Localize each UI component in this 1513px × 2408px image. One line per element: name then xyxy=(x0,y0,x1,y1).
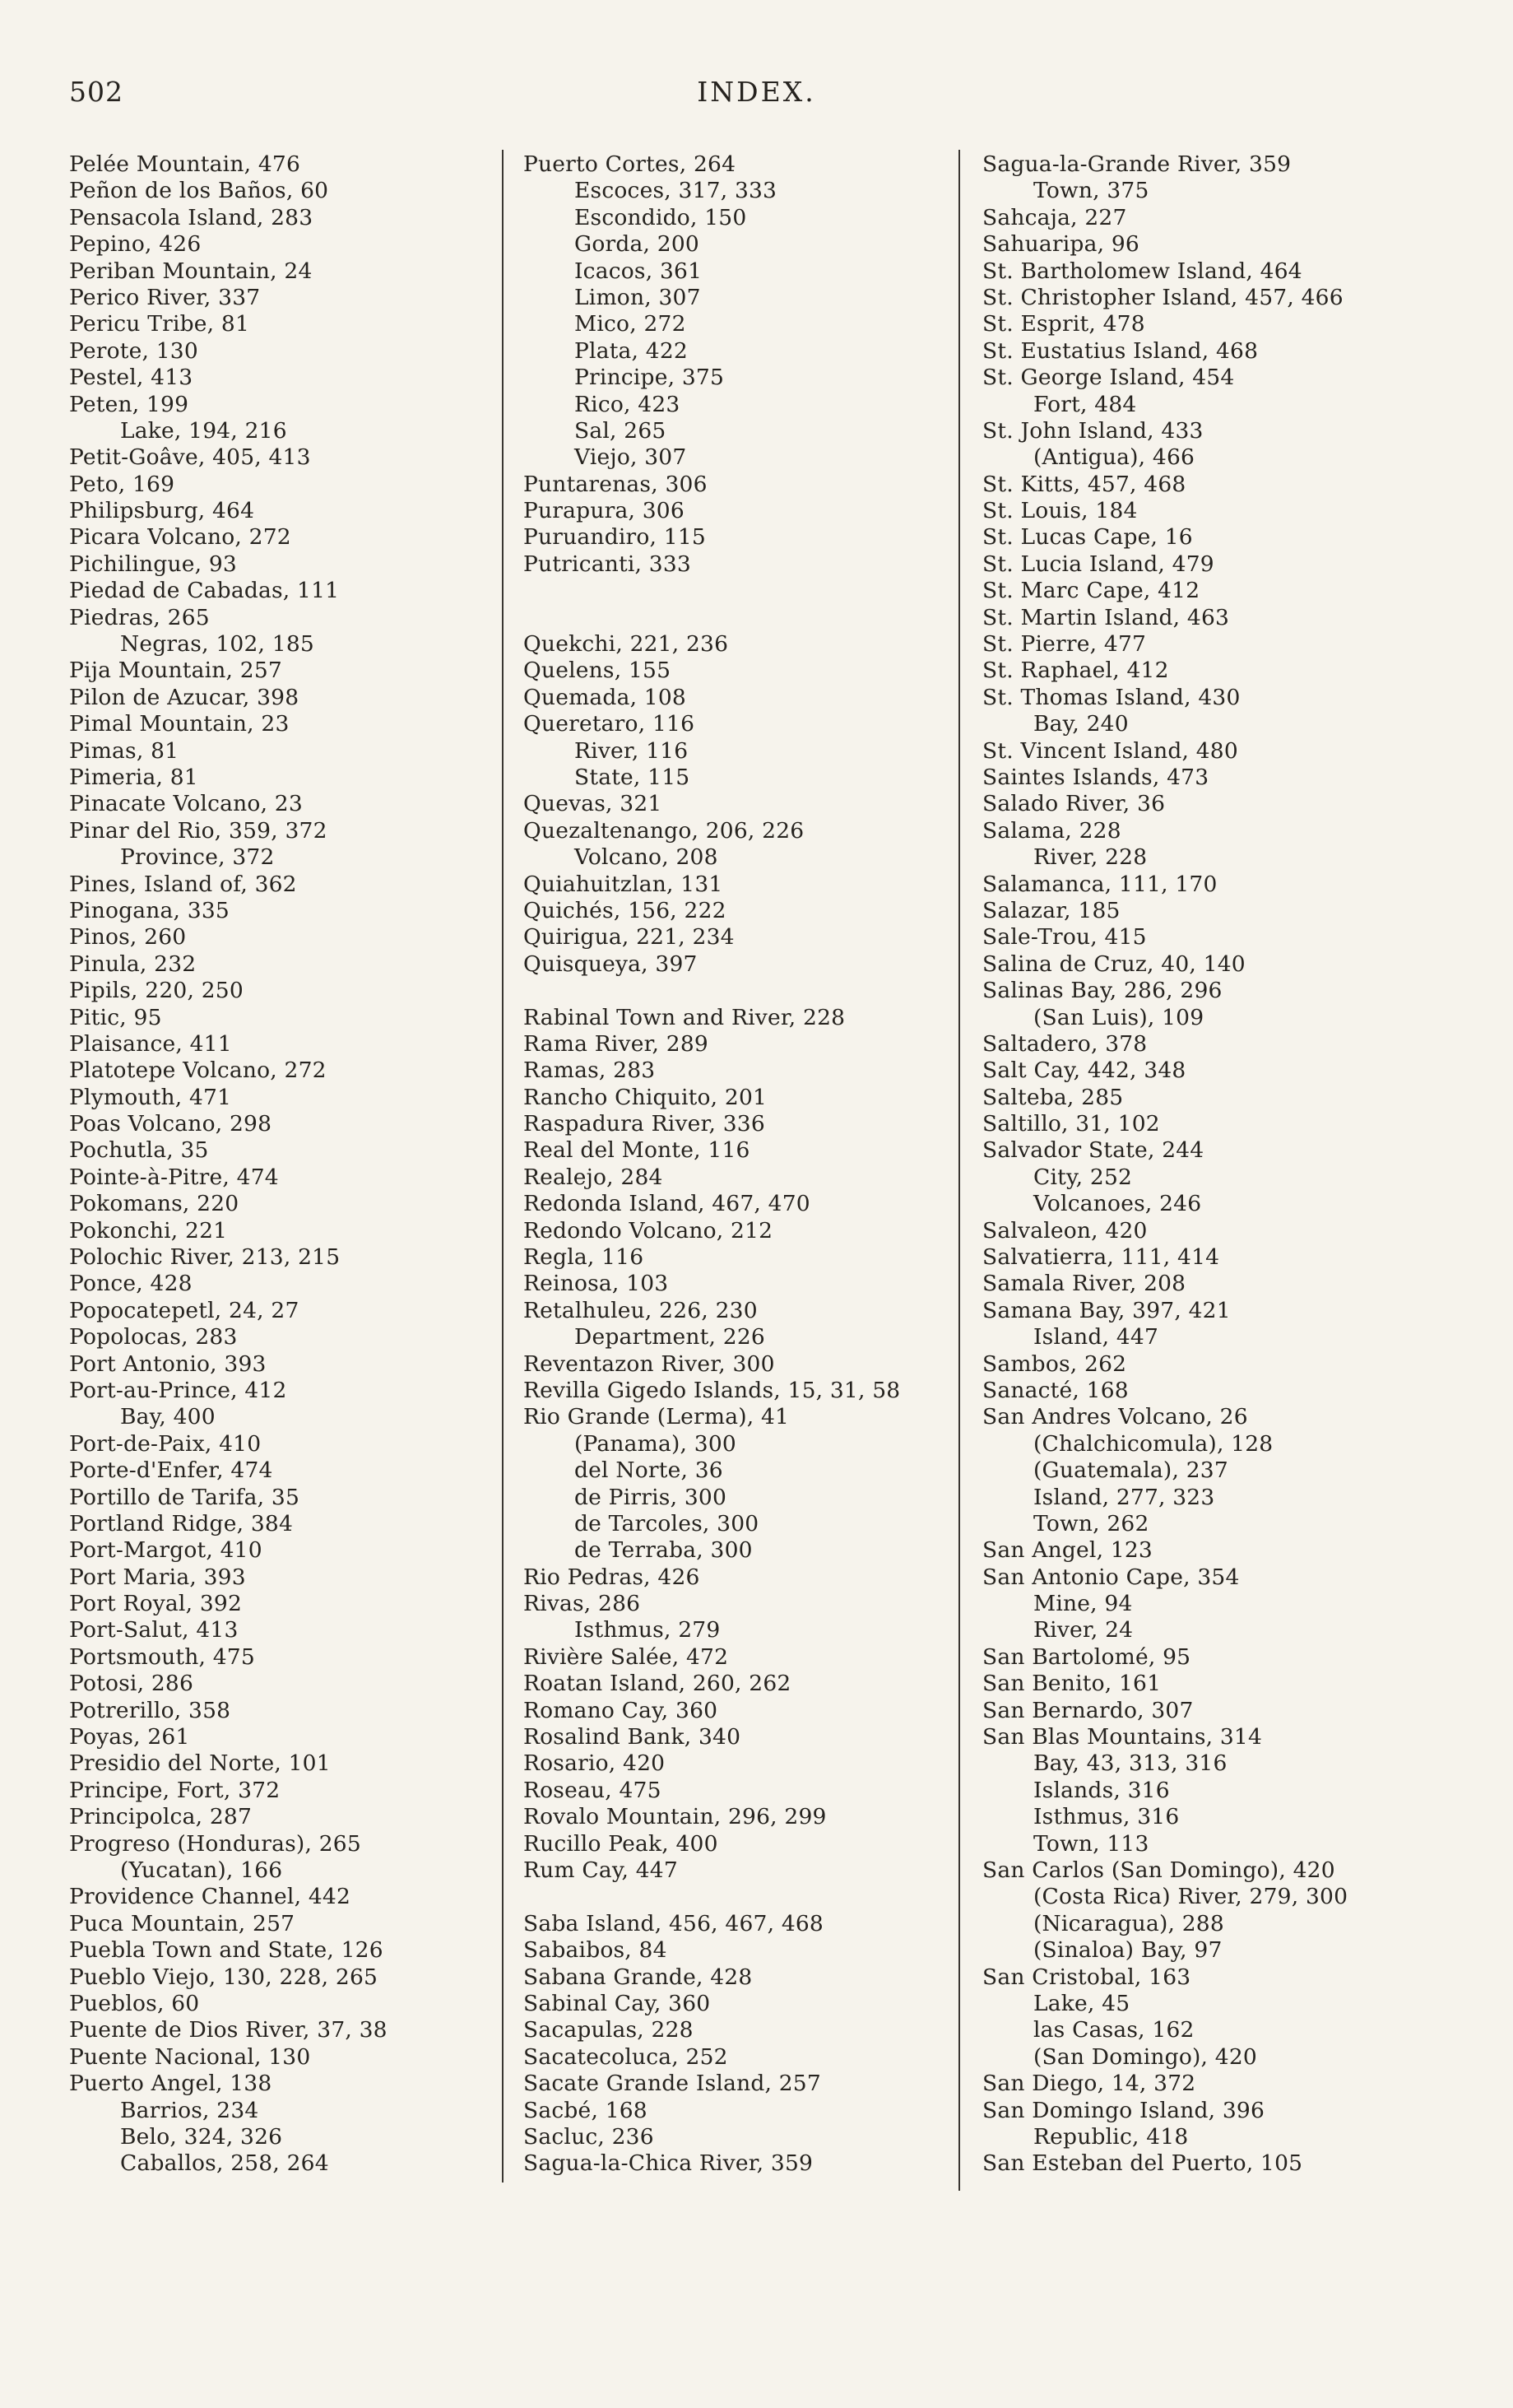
index-entry: Portsmouth, 475 xyxy=(69,1643,255,1670)
index-entry: Ramas, 283 xyxy=(523,1058,656,1084)
index-entry: Saltillo, 31, 102 xyxy=(982,1111,1160,1137)
index-entry: Pueblo Viejo, 130, 228, 265 xyxy=(69,1964,378,1990)
index-entry: Puca Mountain, 257 xyxy=(69,1910,295,1936)
index-entry: Pointe-à-Pitre, 474 xyxy=(69,1164,279,1190)
index-entry: Providence Channel, 442 xyxy=(69,1884,351,1910)
index-subentry: del Norte, 36 xyxy=(574,1457,723,1484)
index-subentry: Volcanoes, 246 xyxy=(1033,1191,1202,1217)
page-number: 502 xyxy=(69,76,123,108)
index-entry: Rama River, 289 xyxy=(523,1030,708,1057)
index-entry: Roatan Island, 260, 262 xyxy=(523,1671,791,1697)
index-entry: Rio Grande (Lerma), 41 xyxy=(523,1404,790,1430)
index-entry: Poyas, 261 xyxy=(69,1724,190,1750)
section-gap xyxy=(523,1884,943,1910)
index-subentry: (Antigua), 466 xyxy=(1033,444,1195,471)
index-entry: Salteba, 285 xyxy=(982,1084,1124,1110)
index-entry: Sahcaja, 227 xyxy=(982,204,1127,230)
index-entry: Salazar, 185 xyxy=(982,897,1121,923)
index-entry: Pelée Mountain, 476 xyxy=(69,151,301,177)
index-entry: San Esteban del Puerto, 105 xyxy=(982,2150,1303,2177)
index-subentry: (San Luis), 109 xyxy=(1033,1004,1204,1030)
index-entry: St. Kitts, 457, 468 xyxy=(982,471,1186,497)
index-entry: Pimeria, 81 xyxy=(69,764,198,790)
index-entry: Salinas Bay, 286, 296 xyxy=(982,978,1223,1004)
index-entry: Pinar del Rio, 359, 372 xyxy=(69,817,327,844)
index-subentry: River, 116 xyxy=(574,737,689,764)
index-subentry: Escoces, 317, 333 xyxy=(574,178,777,204)
index-subentry: Sal, 265 xyxy=(574,417,666,444)
index-subentry: Barrios, 234 xyxy=(120,2097,259,2123)
index-subentry: Town, 262 xyxy=(1033,1510,1149,1536)
index-entry: Puerto Cortes, 264 xyxy=(523,151,736,177)
index-entry: Quiahuitzlan, 131 xyxy=(523,871,723,897)
index-entry: Ponce, 428 xyxy=(69,1271,193,1297)
index-entry: Pepino, 426 xyxy=(69,231,202,258)
index-entry: Salt Cay, 442, 348 xyxy=(982,1058,1186,1084)
index-column-1 xyxy=(69,151,497,2178)
index-subentry: River, 24 xyxy=(1033,1617,1134,1643)
index-entry: Portland Ridge, 384 xyxy=(69,1510,294,1536)
index-entry: San Antonio Cape, 354 xyxy=(982,1564,1240,1590)
index-entry: Sacatecoluca, 252 xyxy=(523,2043,728,2070)
index-subentry: Caballos, 258, 264 xyxy=(120,2150,329,2177)
index-entry: Queretaro, 116 xyxy=(523,711,695,737)
index-entry: Sacapulas, 228 xyxy=(523,2017,694,2043)
index-subentry: Isthmus, 279 xyxy=(574,1617,721,1643)
index-entry: Pimal Mountain, 23 xyxy=(69,711,290,737)
index-entry: Roseau, 475 xyxy=(523,1777,661,1803)
index-entry: Sacate Grande Island, 257 xyxy=(523,2071,821,2097)
index-subentry: de Pirris, 300 xyxy=(574,1484,727,1510)
index-entry: Port Antonio, 393 xyxy=(69,1350,267,1377)
index-entry: Pericu Tribe, 81 xyxy=(69,311,250,337)
index-entry: Porte-d'Enfer, 474 xyxy=(69,1457,273,1484)
index-entry: Reinosa, 103 xyxy=(523,1271,669,1297)
index-entry: Putricanti, 333 xyxy=(523,551,691,577)
index-entry: Piedad de Cabadas, 111 xyxy=(69,578,340,604)
index-entry: San Domingo Island, 396 xyxy=(982,2097,1265,2123)
index-entry: Plaisance, 411 xyxy=(69,1030,232,1057)
column-divider xyxy=(958,150,960,2191)
index-subentry: Mico, 272 xyxy=(574,311,686,337)
index-subentry: (Panama), 300 xyxy=(574,1430,736,1457)
index-entry: Sale-Trou, 415 xyxy=(982,924,1147,951)
index-entry: Potrerillo, 358 xyxy=(69,1697,231,1723)
index-column-3 xyxy=(982,151,1492,2178)
index-entry: Picara Volcano, 272 xyxy=(69,524,291,551)
index-entry: Quekchi, 221, 236 xyxy=(523,631,729,658)
index-entry: Regla, 116 xyxy=(523,1244,644,1271)
column-divider xyxy=(502,150,504,2183)
index-entry: Platotepe Volcano, 272 xyxy=(69,1058,327,1084)
index-subentry: River, 228 xyxy=(1033,844,1148,871)
index-entry: Rucillo Peak, 400 xyxy=(523,1830,718,1857)
index-entry: San Bartolomé, 95 xyxy=(982,1643,1191,1670)
index-entry: Petit-Goâve, 405, 413 xyxy=(69,444,311,471)
index-entry: Raspadura River, 336 xyxy=(523,1111,765,1137)
index-entry: Samala River, 208 xyxy=(982,1271,1186,1297)
index-entry: Potosi, 286 xyxy=(69,1671,194,1697)
index-entry: Pokomans, 220 xyxy=(69,1191,239,1217)
index-subentry: (San Domingo), 420 xyxy=(1033,2043,1257,2070)
index-entry: St. Pierre, 477 xyxy=(982,631,1147,658)
index-entry: San Angel, 123 xyxy=(982,1537,1153,1564)
index-entry: San Diego, 14, 372 xyxy=(982,2071,1196,2097)
index-entry: Quemada, 108 xyxy=(523,684,686,710)
index-column-2 xyxy=(523,151,943,2178)
index-entry: Perote, 130 xyxy=(69,337,198,364)
index-entry: Puente Nacional, 130 xyxy=(69,2043,311,2070)
index-entry: Quevas, 321 xyxy=(523,791,662,817)
index-entry: Saltadero, 378 xyxy=(982,1030,1148,1057)
index-subentry: Plata, 422 xyxy=(574,337,688,364)
index-entry: St. Christopher Island, 457, 466 xyxy=(982,284,1344,310)
index-entry: Salama, 228 xyxy=(982,817,1121,844)
index-entry: St. Vincent Island, 480 xyxy=(982,737,1238,764)
index-entry: San Andres Volcano, 26 xyxy=(982,1404,1248,1430)
index-entry: Pensacola Island, 283 xyxy=(69,204,313,230)
index-entry: Puente de Dios River, 37, 38 xyxy=(69,2017,388,2043)
index-entry: St. Lucia Island, 479 xyxy=(982,551,1214,577)
index-subentry: Island, 277, 323 xyxy=(1033,1484,1215,1510)
index-entry: Sabaibos, 84 xyxy=(523,1937,667,1964)
index-subentry: Lake, 45 xyxy=(1033,1990,1130,2016)
index-entry: Salamanca, 111, 170 xyxy=(982,871,1218,897)
index-entry: Sabinal Cay, 360 xyxy=(523,1990,711,2016)
section-gap xyxy=(523,578,943,604)
index-entry: Rancho Chiquito, 201 xyxy=(523,1084,768,1110)
index-subentry: Fort, 484 xyxy=(1033,391,1137,417)
index-entry: Redonda Island, 467, 470 xyxy=(523,1191,810,1217)
index-entry: Poas Volcano, 298 xyxy=(69,1111,272,1137)
index-entry: Sagua-la-Chica River, 359 xyxy=(523,2150,814,2177)
index-entry: Puruandiro, 115 xyxy=(523,524,706,551)
index-entry: Quirigua, 221, 234 xyxy=(523,924,735,951)
index-subentry: Negras, 102, 185 xyxy=(120,631,314,658)
index-entry: Port Royal, 392 xyxy=(69,1591,243,1617)
page-header xyxy=(0,76,1513,125)
index-entry: Sacluc, 236 xyxy=(523,2123,654,2150)
index-entry: Realejo, 284 xyxy=(523,1164,663,1190)
index-entry: Port-de-Paix, 410 xyxy=(69,1430,262,1457)
index-subentry: Department, 226 xyxy=(574,1324,765,1350)
index-entry: Sahuaripa, 96 xyxy=(982,231,1139,258)
index-entry: Pimas, 81 xyxy=(69,737,179,764)
index-entry: Pueblos, 60 xyxy=(69,1990,200,2016)
index-entry: Salvaleon, 420 xyxy=(982,1217,1148,1244)
index-entry: Purapura, 306 xyxy=(523,498,685,524)
index-subentry: (Yucatan), 166 xyxy=(120,1857,283,1883)
index-subentry: de Terraba, 300 xyxy=(574,1537,753,1564)
index-entry: San Carlos (San Domingo), 420 xyxy=(982,1857,1335,1883)
index-entry: Quichés, 156, 222 xyxy=(523,897,726,923)
index-entry: San Blas Mountains, 314 xyxy=(982,1724,1263,1750)
index-entry: Salvador State, 244 xyxy=(982,1137,1204,1164)
index-subentry: Viejo, 307 xyxy=(574,444,687,471)
index-entry: St. Eustatius Island, 468 xyxy=(982,337,1259,364)
index-entry: Pines, Island of, 362 xyxy=(69,871,297,897)
index-subentry: Mine, 94 xyxy=(1033,1591,1133,1617)
index-entry: Salvatierra, 111, 414 xyxy=(982,1244,1220,1271)
index-entry: Port-Salut, 413 xyxy=(69,1617,239,1643)
index-entry: Pija Mountain, 257 xyxy=(69,658,282,684)
running-title: INDEX. xyxy=(697,76,816,108)
index-subentry: Bay, 240 xyxy=(1033,711,1129,737)
index-entry: Redondo Volcano, 212 xyxy=(523,1217,773,1244)
index-entry: Sabana Grande, 428 xyxy=(523,1964,753,1990)
index-subentry: Islands, 316 xyxy=(1033,1777,1170,1803)
index-entry: Perico River, 337 xyxy=(69,284,261,310)
index-entry: Pinogana, 335 xyxy=(69,897,230,923)
index-entry: Rivière Salée, 472 xyxy=(523,1643,729,1670)
index-entry: Retalhuleu, 226, 230 xyxy=(523,1297,758,1323)
index-entry: St. Lucas Cape, 16 xyxy=(982,524,1193,551)
index-subentry: Limon, 307 xyxy=(574,284,701,310)
index-entry: Rovalo Mountain, 296, 299 xyxy=(523,1804,827,1830)
index-entry: Rum Cay, 447 xyxy=(523,1857,678,1883)
index-subentry: Town, 113 xyxy=(1033,1830,1149,1857)
index-entry: St. George Island, 454 xyxy=(982,365,1235,391)
index-entry: Polochic River, 213, 215 xyxy=(69,1244,341,1271)
index-entry: Pitic, 95 xyxy=(69,1004,162,1030)
index-entry: Philipsburg, 464 xyxy=(69,498,255,524)
index-entry: Port-Margot, 410 xyxy=(69,1537,262,1564)
index-subentry: Town, 375 xyxy=(1033,178,1149,204)
index-entry: Pokonchi, 221 xyxy=(69,1217,228,1244)
index-entry: Peten, 199 xyxy=(69,391,189,417)
index-entry: Puerto Angel, 138 xyxy=(69,2071,272,2097)
index-entry: Pipils, 220, 250 xyxy=(69,978,244,1004)
index-subentry: Belo, 324, 326 xyxy=(120,2123,283,2150)
index-entry: St. Martin Island, 463 xyxy=(982,604,1230,630)
index-entry: Romano Cay, 360 xyxy=(523,1697,718,1723)
index-subentry: Bay, 43, 313, 316 xyxy=(1033,1750,1228,1777)
index-subentry: Province, 372 xyxy=(120,844,275,871)
index-subentry: Bay, 400 xyxy=(120,1404,216,1430)
index-entry: Saintes Islands, 473 xyxy=(982,764,1209,790)
index-entry: Pestel, 413 xyxy=(69,365,193,391)
index-entry: San Cristobal, 163 xyxy=(982,1964,1191,1990)
index-entry: Rabinal Town and River, 228 xyxy=(523,1004,846,1030)
index-subentry: de Tarcoles, 300 xyxy=(574,1510,759,1536)
index-entry: St. Thomas Island, 430 xyxy=(982,684,1241,710)
index-entry: Pochutla, 35 xyxy=(69,1137,209,1164)
index-entry: St. John Island, 433 xyxy=(982,417,1204,444)
index-entry: Peto, 169 xyxy=(69,471,175,497)
index-subentry: Icacos, 361 xyxy=(574,258,703,284)
index-subentry: Isthmus, 316 xyxy=(1033,1804,1180,1830)
index-subentry: (Guatemala), 237 xyxy=(1033,1457,1228,1484)
index-entry: St. Bartholomew Island, 464 xyxy=(982,258,1302,284)
index-subentry: (Costa Rica) River, 279, 300 xyxy=(1033,1884,1348,1910)
index-entry: St. Esprit, 478 xyxy=(982,311,1145,337)
index-subentry: (Sinaloa) Bay, 97 xyxy=(1033,1937,1223,1964)
index-entry: Real del Monte, 116 xyxy=(523,1137,750,1164)
index-entry: San Benito, 161 xyxy=(982,1671,1162,1697)
index-entry: Rio Pedras, 426 xyxy=(523,1564,700,1590)
index-entry: Revilla Gigedo Islands, 15, 31, 58 xyxy=(523,1377,901,1403)
index-entry: St. Louis, 184 xyxy=(982,498,1138,524)
index-entry: St. Marc Cape, 412 xyxy=(982,578,1200,604)
index-entry: Saba Island, 456, 467, 468 xyxy=(523,1910,824,1936)
index-entry: Port Maria, 393 xyxy=(69,1564,246,1590)
index-subentry: (Chalchicomula), 128 xyxy=(1033,1430,1274,1457)
index-subentry: State, 115 xyxy=(574,764,690,790)
index-entry: Popolocas, 283 xyxy=(69,1324,238,1350)
section-gap xyxy=(523,978,943,1004)
index-entry: San Bernardo, 307 xyxy=(982,1697,1194,1723)
index-subentry: Rico, 423 xyxy=(574,391,680,417)
index-subentry: Principe, 375 xyxy=(574,365,725,391)
index-subentry: las Casas, 162 xyxy=(1033,2017,1195,2043)
index-entry: Reventazon River, 300 xyxy=(523,1350,775,1377)
index-entry: Piedras, 265 xyxy=(69,604,210,630)
index-entry: Quezaltenango, 206, 226 xyxy=(523,817,805,844)
index-subentry: Republic, 418 xyxy=(1033,2123,1189,2150)
index-entry: Sanacté, 168 xyxy=(982,1377,1129,1403)
index-entry: Rivas, 286 xyxy=(523,1591,641,1617)
index-entry: Pichilingue, 93 xyxy=(69,551,237,577)
index-subentry: City, 252 xyxy=(1033,1164,1133,1190)
index-subentry: Volcano, 208 xyxy=(574,844,718,871)
index-subentry: Lake, 194, 216 xyxy=(120,417,287,444)
index-entry: Port-au-Prince, 412 xyxy=(69,1377,287,1403)
index-entry: Sacbé, 168 xyxy=(523,2097,647,2123)
index-entry: Puebla Town and State, 126 xyxy=(69,1937,383,1964)
index-entry: Portillo de Tarifa, 35 xyxy=(69,1484,300,1510)
index-entry: Salado River, 36 xyxy=(982,791,1166,817)
index-entry: Principolca, 287 xyxy=(69,1804,253,1830)
index-entry: Sagua-la-Grande River, 359 xyxy=(982,151,1292,177)
index-entry: Presidio del Norte, 101 xyxy=(69,1750,331,1777)
index-entry: Peñon de los Baños, 60 xyxy=(69,178,329,204)
index-entry: St. Raphael, 412 xyxy=(982,658,1169,684)
index-entry: Puntarenas, 306 xyxy=(523,471,708,497)
index-entry: Principe, Fort, 372 xyxy=(69,1777,281,1803)
index-subentry: Escondido, 150 xyxy=(574,204,747,230)
index-entry: Pinacate Volcano, 23 xyxy=(69,791,303,817)
index-entry: Salina de Cruz, 40, 140 xyxy=(982,951,1246,977)
index-entry: Rosario, 420 xyxy=(523,1750,666,1777)
index-entry: Pinos, 260 xyxy=(69,924,187,951)
section-gap xyxy=(523,605,943,631)
index-entry: Rosalind Bank, 340 xyxy=(523,1724,741,1750)
index-subentry: Island, 447 xyxy=(1033,1324,1159,1350)
index-entry: Progreso (Honduras), 265 xyxy=(69,1830,361,1857)
index-entry: Plymouth, 471 xyxy=(69,1084,232,1110)
index-subentry: Gorda, 200 xyxy=(574,231,699,258)
index-entry: Periban Mountain, 24 xyxy=(69,258,313,284)
index-entry: Quelens, 155 xyxy=(523,658,671,684)
index-entry: Sambos, 262 xyxy=(982,1350,1127,1377)
index-entry: Samana Bay, 397, 421 xyxy=(982,1297,1231,1323)
index-entry: Pinula, 232 xyxy=(69,951,197,977)
index-entry: Quisqueya, 397 xyxy=(523,951,698,977)
index-subentry: (Nicaragua), 288 xyxy=(1033,1910,1224,1936)
index-entry: Popocatepetl, 24, 27 xyxy=(69,1297,299,1323)
index-entry: Pilon de Azucar, 398 xyxy=(69,684,299,710)
